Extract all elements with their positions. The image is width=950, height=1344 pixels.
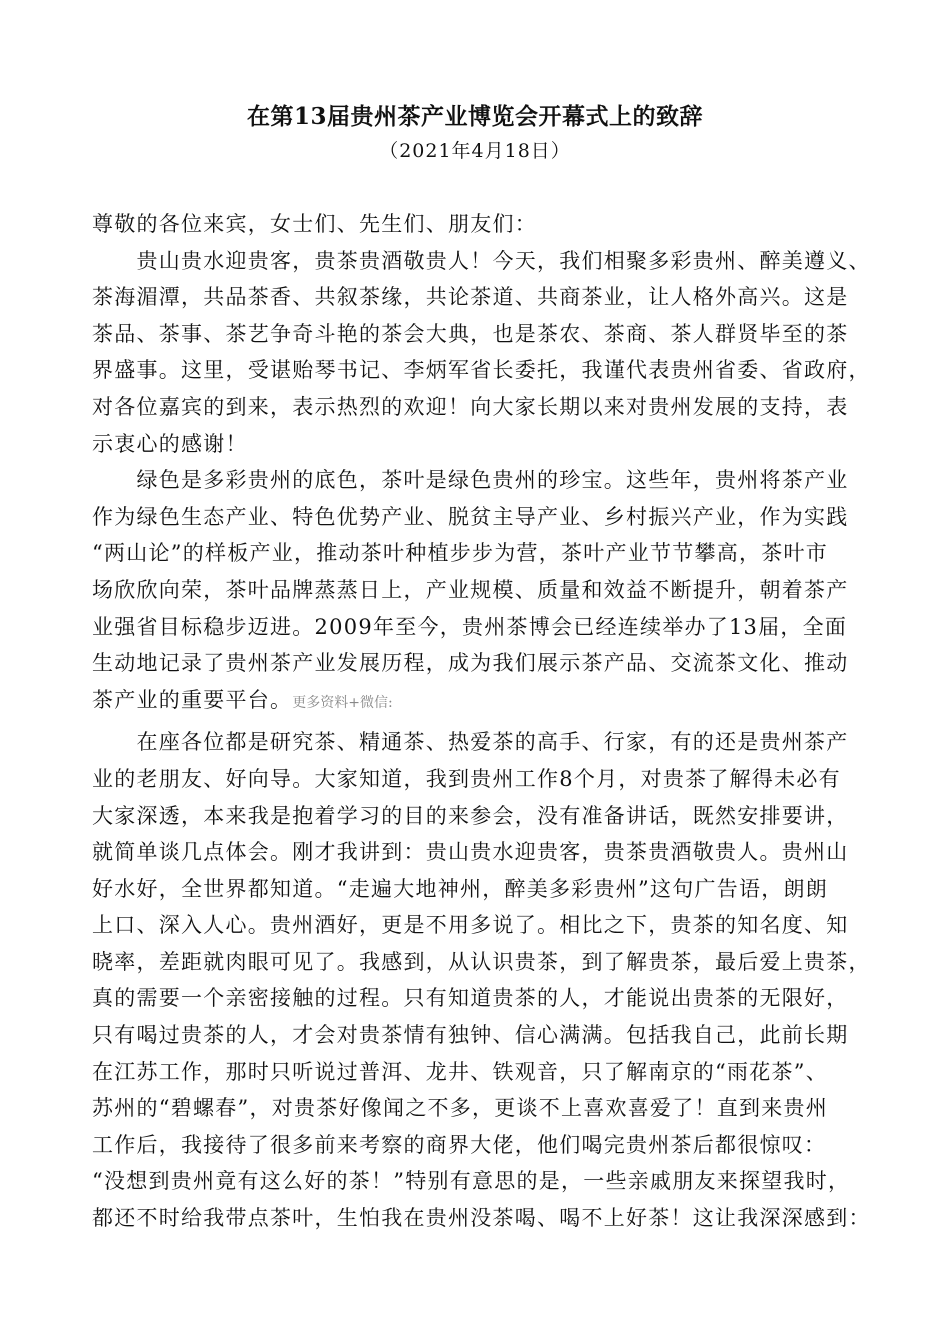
text-line bbox=[92, 499, 882, 536]
line-text: 真的需要一个亲密接触的过程。只有知道贵茶的人，才能说出贵茶的无限好， bbox=[92, 986, 849, 1011]
line-text: 茶产业的重要平台。 bbox=[92, 687, 293, 712]
document-body bbox=[92, 206, 882, 1237]
text-line bbox=[92, 1200, 882, 1237]
line-text: 工作后，我接待了很多前来考察的商界大佬，他们喝完贵州茶后都很惊叹： bbox=[92, 1132, 827, 1157]
text-line bbox=[92, 389, 882, 426]
text-line bbox=[92, 1054, 882, 1091]
line-text: 只有喝过贵茶的人，才会对贵茶情有独钟、信心满满。包括我自己，此前长期 bbox=[92, 1023, 849, 1048]
paragraph bbox=[92, 724, 882, 1236]
document-date: （2021年4月18日） bbox=[379, 140, 571, 162]
line-text: 作为绿色生态产业、特色优势产业、脱贫主导产业、乡村振兴产业，作为实践 bbox=[92, 504, 849, 529]
line-text: “两山论”的样板产业，推动茶叶种植步步为营，茶叶产业节节攀高，茶叶市 bbox=[92, 541, 828, 566]
line-text: 业强省目标稳步迈进。2009年至今，贵州茶博会已经连续举办了13届，全面 bbox=[92, 614, 848, 639]
text-line bbox=[92, 462, 882, 499]
text-line bbox=[92, 834, 882, 871]
text-line bbox=[92, 609, 882, 646]
text-line bbox=[92, 798, 882, 835]
text-line bbox=[92, 426, 882, 463]
line-text: 在江苏工作，那时只听说过普洱、龙井、铁观音，只了解南京的“雨花茶”、 bbox=[92, 1059, 828, 1084]
text-line bbox=[92, 243, 882, 280]
text-line bbox=[92, 1127, 882, 1164]
line-text: 生动地记录了贵州茶产业发展历程，成为我们展示茶产品、交流茶文化、推动 bbox=[92, 651, 849, 676]
paragraph bbox=[92, 206, 882, 243]
text-line bbox=[92, 572, 882, 609]
text-line bbox=[92, 279, 882, 316]
text-line bbox=[92, 206, 882, 243]
text-line bbox=[92, 535, 882, 572]
line-text: 示衷心的感谢！ bbox=[92, 431, 248, 456]
line-text: 上口、深入人心。贵州酒好，更是不用多说了。相比之下，贵茶的知名度、知 bbox=[92, 913, 849, 938]
text-line bbox=[92, 645, 882, 682]
line-text: 都还不时给我带点茶叶，生怕我在贵州没茶喝、喝不上好茶！这让我深深感到： bbox=[92, 1206, 871, 1231]
text-line bbox=[92, 352, 882, 389]
text-line bbox=[92, 1090, 882, 1127]
line-text: 对各位嘉宾的到来，表示热烈的欢迎！向大家长期以来对贵州发展的支持，表 bbox=[92, 394, 849, 419]
text-line bbox=[92, 316, 882, 353]
line-text: 绿色是多彩贵州的底色，茶叶是绿色贵州的珍宝。这些年，贵州将茶产业 bbox=[92, 468, 849, 493]
text-line bbox=[92, 871, 882, 908]
text-line bbox=[92, 907, 882, 944]
watermark-note: 更多资料+微信: bbox=[292, 694, 393, 711]
paragraph bbox=[92, 243, 882, 463]
document-title: 在第13届贵州茶产业博览会开幕式上的致辞 bbox=[246, 103, 703, 130]
line-text: 尊敬的各位来宾，女士们、先生们、朋友们： bbox=[92, 212, 537, 236]
text-line bbox=[92, 944, 882, 981]
text-line bbox=[92, 724, 882, 761]
line-text: 茶海湄潭，共品茶香、共叙茶缘，共论茶道、共商茶业，让人格外高兴。这是 bbox=[92, 285, 849, 310]
line-text: 好水好，全世界都知道。“走遍大地神州，醉美多彩贵州”这句广告语，朗朗 bbox=[92, 876, 828, 901]
line-text: 茶品、茶事、茶艺争奇斗艳的茶会大典，也是茶农、茶商、茶人群贤毕至的茶 bbox=[92, 321, 849, 346]
text-line bbox=[92, 1017, 882, 1054]
line-text: “没想到贵州竟有这么好的茶！”特别有意思的是，一些亲戚朋友来探望我时， bbox=[92, 1169, 851, 1194]
line-text: 晓率，差距就肉眼可见了。我感到，从认识贵茶，到了解贵茶，最后爱上贵茶， bbox=[92, 949, 871, 974]
text-line bbox=[92, 980, 882, 1017]
text-line bbox=[92, 761, 882, 798]
text-line bbox=[92, 1163, 882, 1200]
line-text: 在座各位都是研究茶、精通茶、热爱茶的高手、行家，有的还是贵州茶产 bbox=[92, 730, 849, 755]
line-text: 苏州的“碧螺春”，对贵茶好像闻之不多，更谈不上喜欢喜爱了！直到来贵州 bbox=[92, 1096, 828, 1121]
line-text: 大家深透，本来我是抱着学习的目的来参会，没有准备讲话，既然安排要讲， bbox=[92, 803, 849, 828]
line-text: 贵山贵水迎贵客，贵茶贵酒敬贵人！今天，我们相聚多彩贵州、醉美遵义、 bbox=[92, 248, 871, 273]
line-text: 场欣欣向荣，茶叶品牌蒸蒸日上，产业规模、质量和效益不断提升，朝着茶产 bbox=[92, 577, 849, 602]
line-text: 就简单谈几点体会。刚才我讲到：贵山贵水迎贵客，贵茶贵酒敬贵人。贵州山 bbox=[92, 840, 849, 865]
line-text: 界盛事。这里，受谌贻琴书记、李炳军省长委托，我谨代表贵州省委、省政府， bbox=[92, 358, 871, 383]
line-text: 业的老朋友、好向导。大家知道，我到贵州工作8个月，对贵茶了解得未必有 bbox=[92, 766, 841, 791]
paragraph bbox=[92, 462, 882, 718]
text-line bbox=[92, 682, 882, 719]
